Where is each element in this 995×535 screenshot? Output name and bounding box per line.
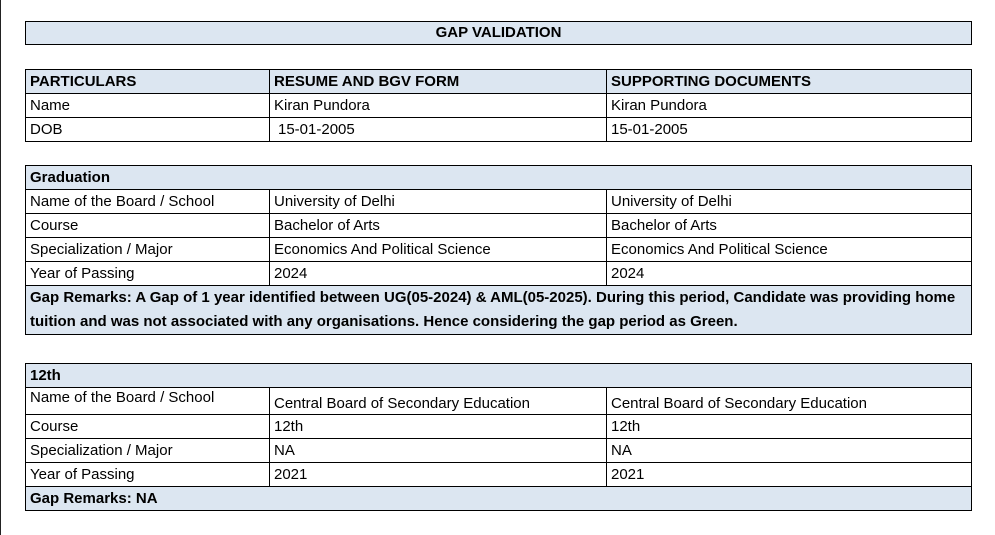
row-label: Name xyxy=(26,94,270,118)
resume-value: 2024 xyxy=(270,262,607,286)
header-resume: RESUME AND BGV FORM xyxy=(270,70,607,94)
supporting-value: 15-01-2005 xyxy=(607,118,972,142)
table-row xyxy=(26,94,972,118)
supporting-value: Central Board of Secondary Education xyxy=(607,388,972,415)
resume-value: NA xyxy=(270,439,607,463)
row-label: Course xyxy=(26,415,270,439)
row-label: Year of Passing xyxy=(26,262,270,286)
table-row xyxy=(26,415,972,439)
supporting-value: University of Delhi xyxy=(607,190,972,214)
resume-value: 12th xyxy=(270,415,607,439)
resume-value: Bachelor of Arts xyxy=(270,214,607,238)
left-border-line xyxy=(0,0,1,535)
resume-value: 2021 xyxy=(270,463,607,487)
page-title: GAP VALIDATION xyxy=(26,22,972,45)
row-label: Course xyxy=(26,214,270,238)
supporting-value: Kiran Pundora xyxy=(607,94,972,118)
section-heading: 12th xyxy=(26,364,972,388)
table-row xyxy=(26,463,972,487)
graduation-table xyxy=(25,165,972,335)
row-label: Name of the Board / School xyxy=(26,388,270,415)
header-row xyxy=(26,70,972,94)
header-particulars: PARTICULARS xyxy=(26,70,270,94)
supporting-value: Bachelor of Arts xyxy=(607,214,972,238)
table-row xyxy=(26,388,972,415)
supporting-value: 2021 xyxy=(607,463,972,487)
remarks-row xyxy=(26,487,972,511)
table-row xyxy=(26,262,972,286)
supporting-value: NA xyxy=(607,439,972,463)
section-heading-row xyxy=(26,364,972,388)
section-heading: Graduation xyxy=(26,166,972,190)
resume-value: Central Board of Secondary Education xyxy=(270,388,607,415)
row-label: DOB xyxy=(26,118,270,142)
personal-details-table xyxy=(25,69,972,142)
supporting-value: Economics And Political Science xyxy=(607,238,972,262)
section-heading-row xyxy=(26,166,972,190)
title-table xyxy=(25,21,972,45)
row-label: Name of the Board / School xyxy=(26,190,270,214)
resume-value: 15-01-2005 xyxy=(270,118,607,142)
remarks-row xyxy=(26,286,972,335)
gap-remarks: Gap Remarks: NA xyxy=(26,487,972,511)
resume-value: Kiran Pundora xyxy=(270,94,607,118)
twelfth-table xyxy=(25,363,972,511)
supporting-value: 2024 xyxy=(607,262,972,286)
resume-value: University of Delhi xyxy=(270,190,607,214)
resume-value: Economics And Political Science xyxy=(270,238,607,262)
supporting-value: 12th xyxy=(607,415,972,439)
table-row xyxy=(26,214,972,238)
row-label: Specialization / Major xyxy=(26,439,270,463)
table-row xyxy=(26,439,972,463)
gap-remarks: Gap Remarks: A Gap of 1 year identified between UG(05-2024) & AML(05-2025). During this period, Candidate was providing home tuition and was not associated with any organisations. Hence considering the gap period as Green. xyxy=(26,286,972,335)
table-row xyxy=(26,190,972,214)
table-row xyxy=(26,238,972,262)
table-row xyxy=(26,118,972,142)
row-label: Year of Passing xyxy=(26,463,270,487)
header-supporting: SUPPORTING DOCUMENTS xyxy=(607,70,972,94)
row-label: Specialization / Major xyxy=(26,238,270,262)
